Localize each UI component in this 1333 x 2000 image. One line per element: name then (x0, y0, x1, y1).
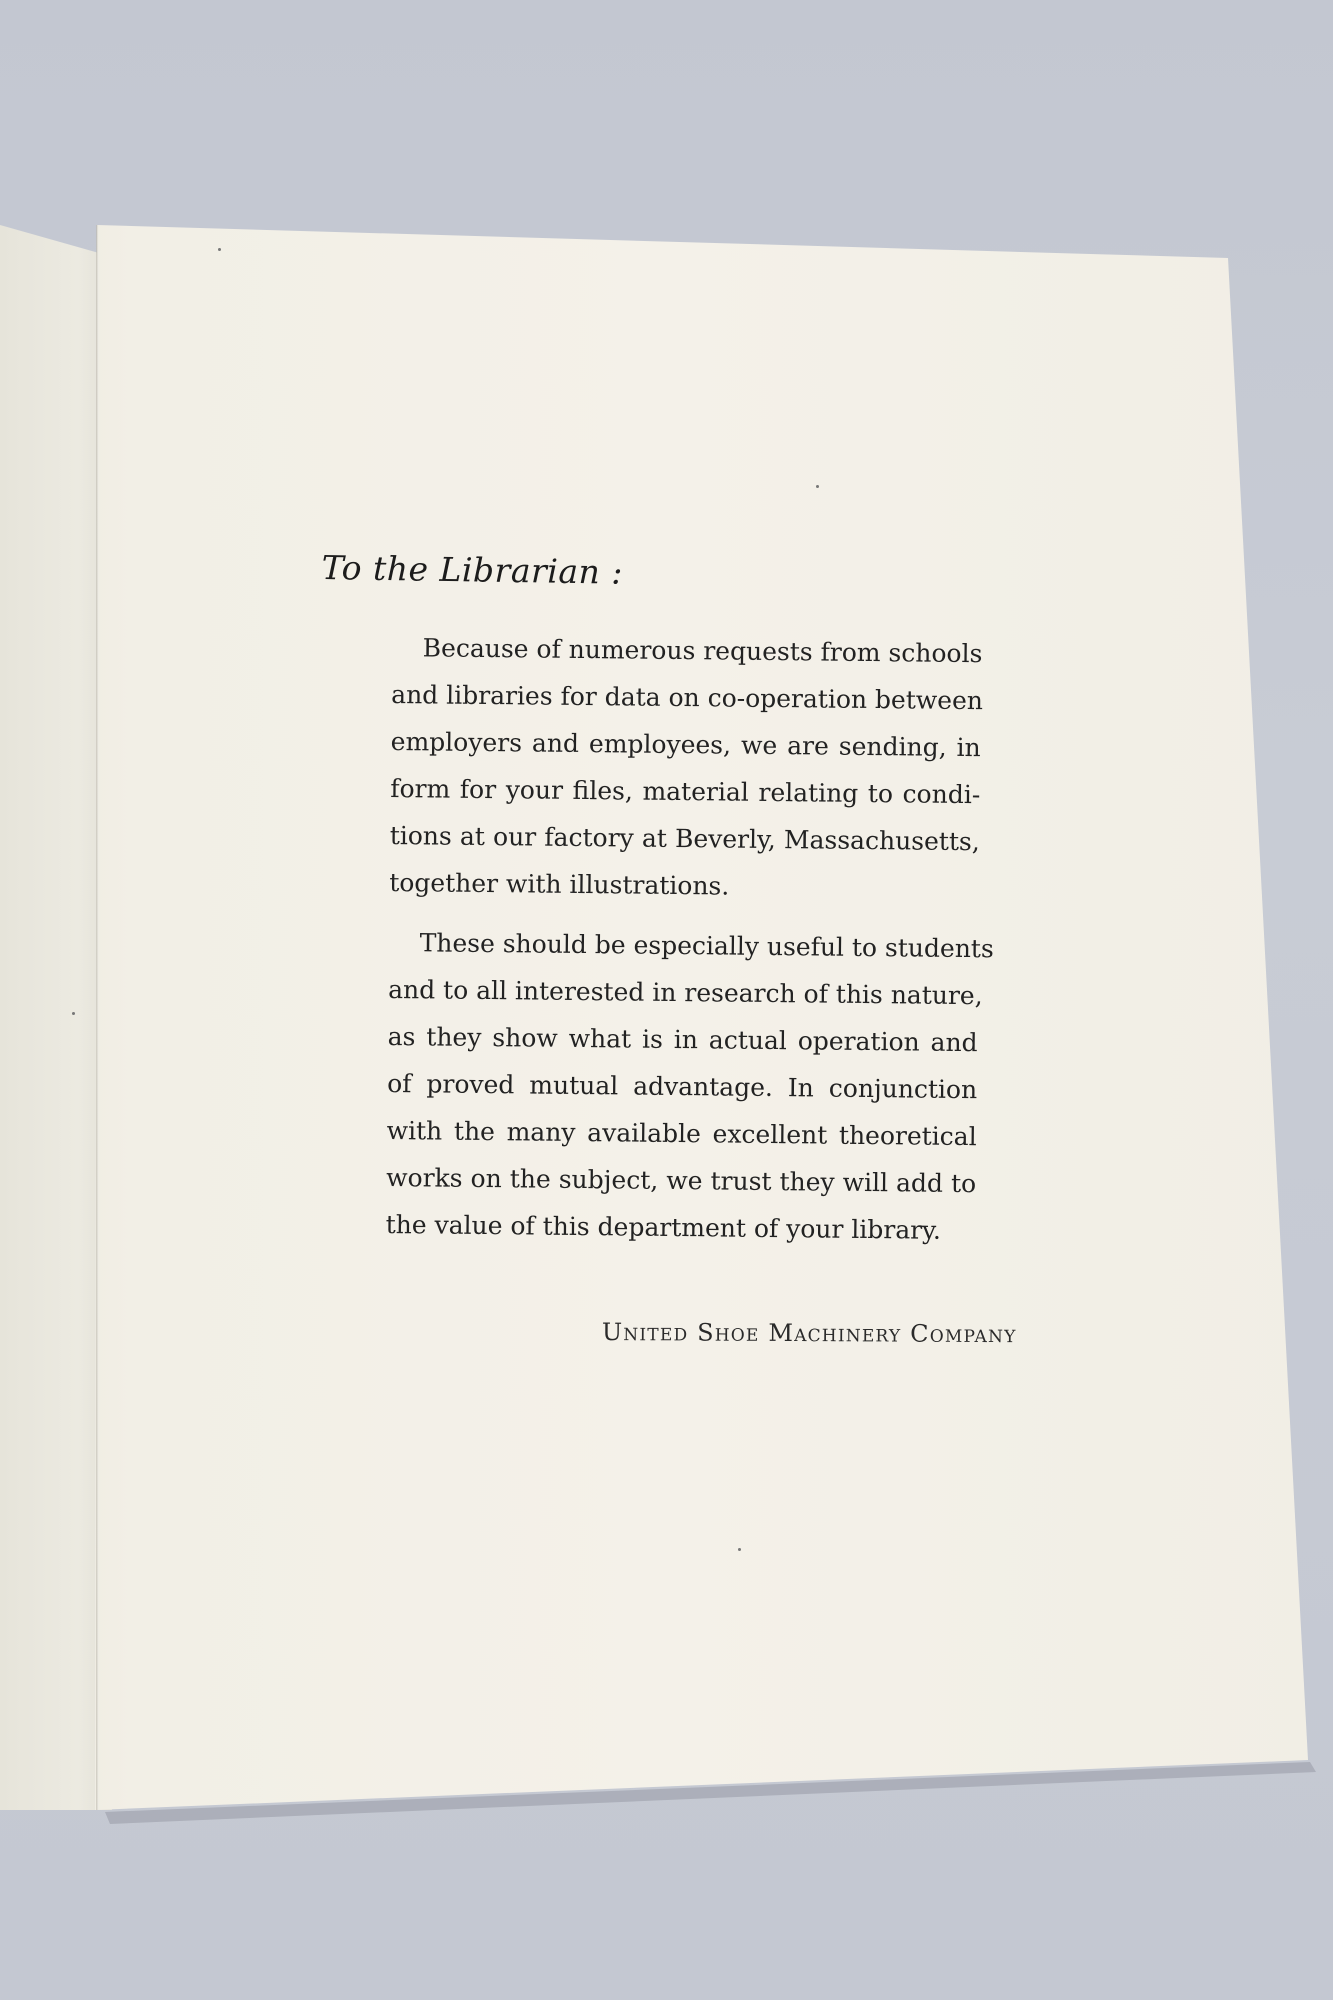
paragraph-line: together with illustrations. (389, 867, 730, 901)
paragraph-line: and to all interested in research of this nature, (388, 974, 983, 1011)
salutation: To the Librarian : (321, 548, 624, 592)
company-signature: United Shoe Machinery Company (601, 1318, 1017, 1349)
paragraph-line: These should be especially useful to students (419, 928, 994, 964)
paragraph-line: Because of numerous requests from schools (422, 633, 983, 669)
paragraph-1 (389, 624, 992, 912)
paragraph-line: and libraries for data on co-operation between (391, 679, 984, 716)
paragraph-line: of proved mutual advantage. In conjunction (387, 1068, 978, 1105)
paragraph-line: the value of this department of your library. (385, 1209, 942, 1245)
paragraph-line: with the many available excellent theoretical (386, 1115, 977, 1152)
paragraph-line: employers and employees, we are sending, in (390, 726, 981, 763)
paragraph-line: as they show what is in actual operation and (387, 1021, 978, 1058)
paragraph-line: form for your files, material relating to condi- (390, 773, 981, 810)
letter-body (385, 624, 992, 1254)
paragraph-2 (385, 919, 994, 1254)
paragraph-line: works on the subject, we trust they will add to (386, 1162, 977, 1199)
paragraph-line: tions at our factory at Beverly, Massachusetts, (389, 820, 980, 857)
